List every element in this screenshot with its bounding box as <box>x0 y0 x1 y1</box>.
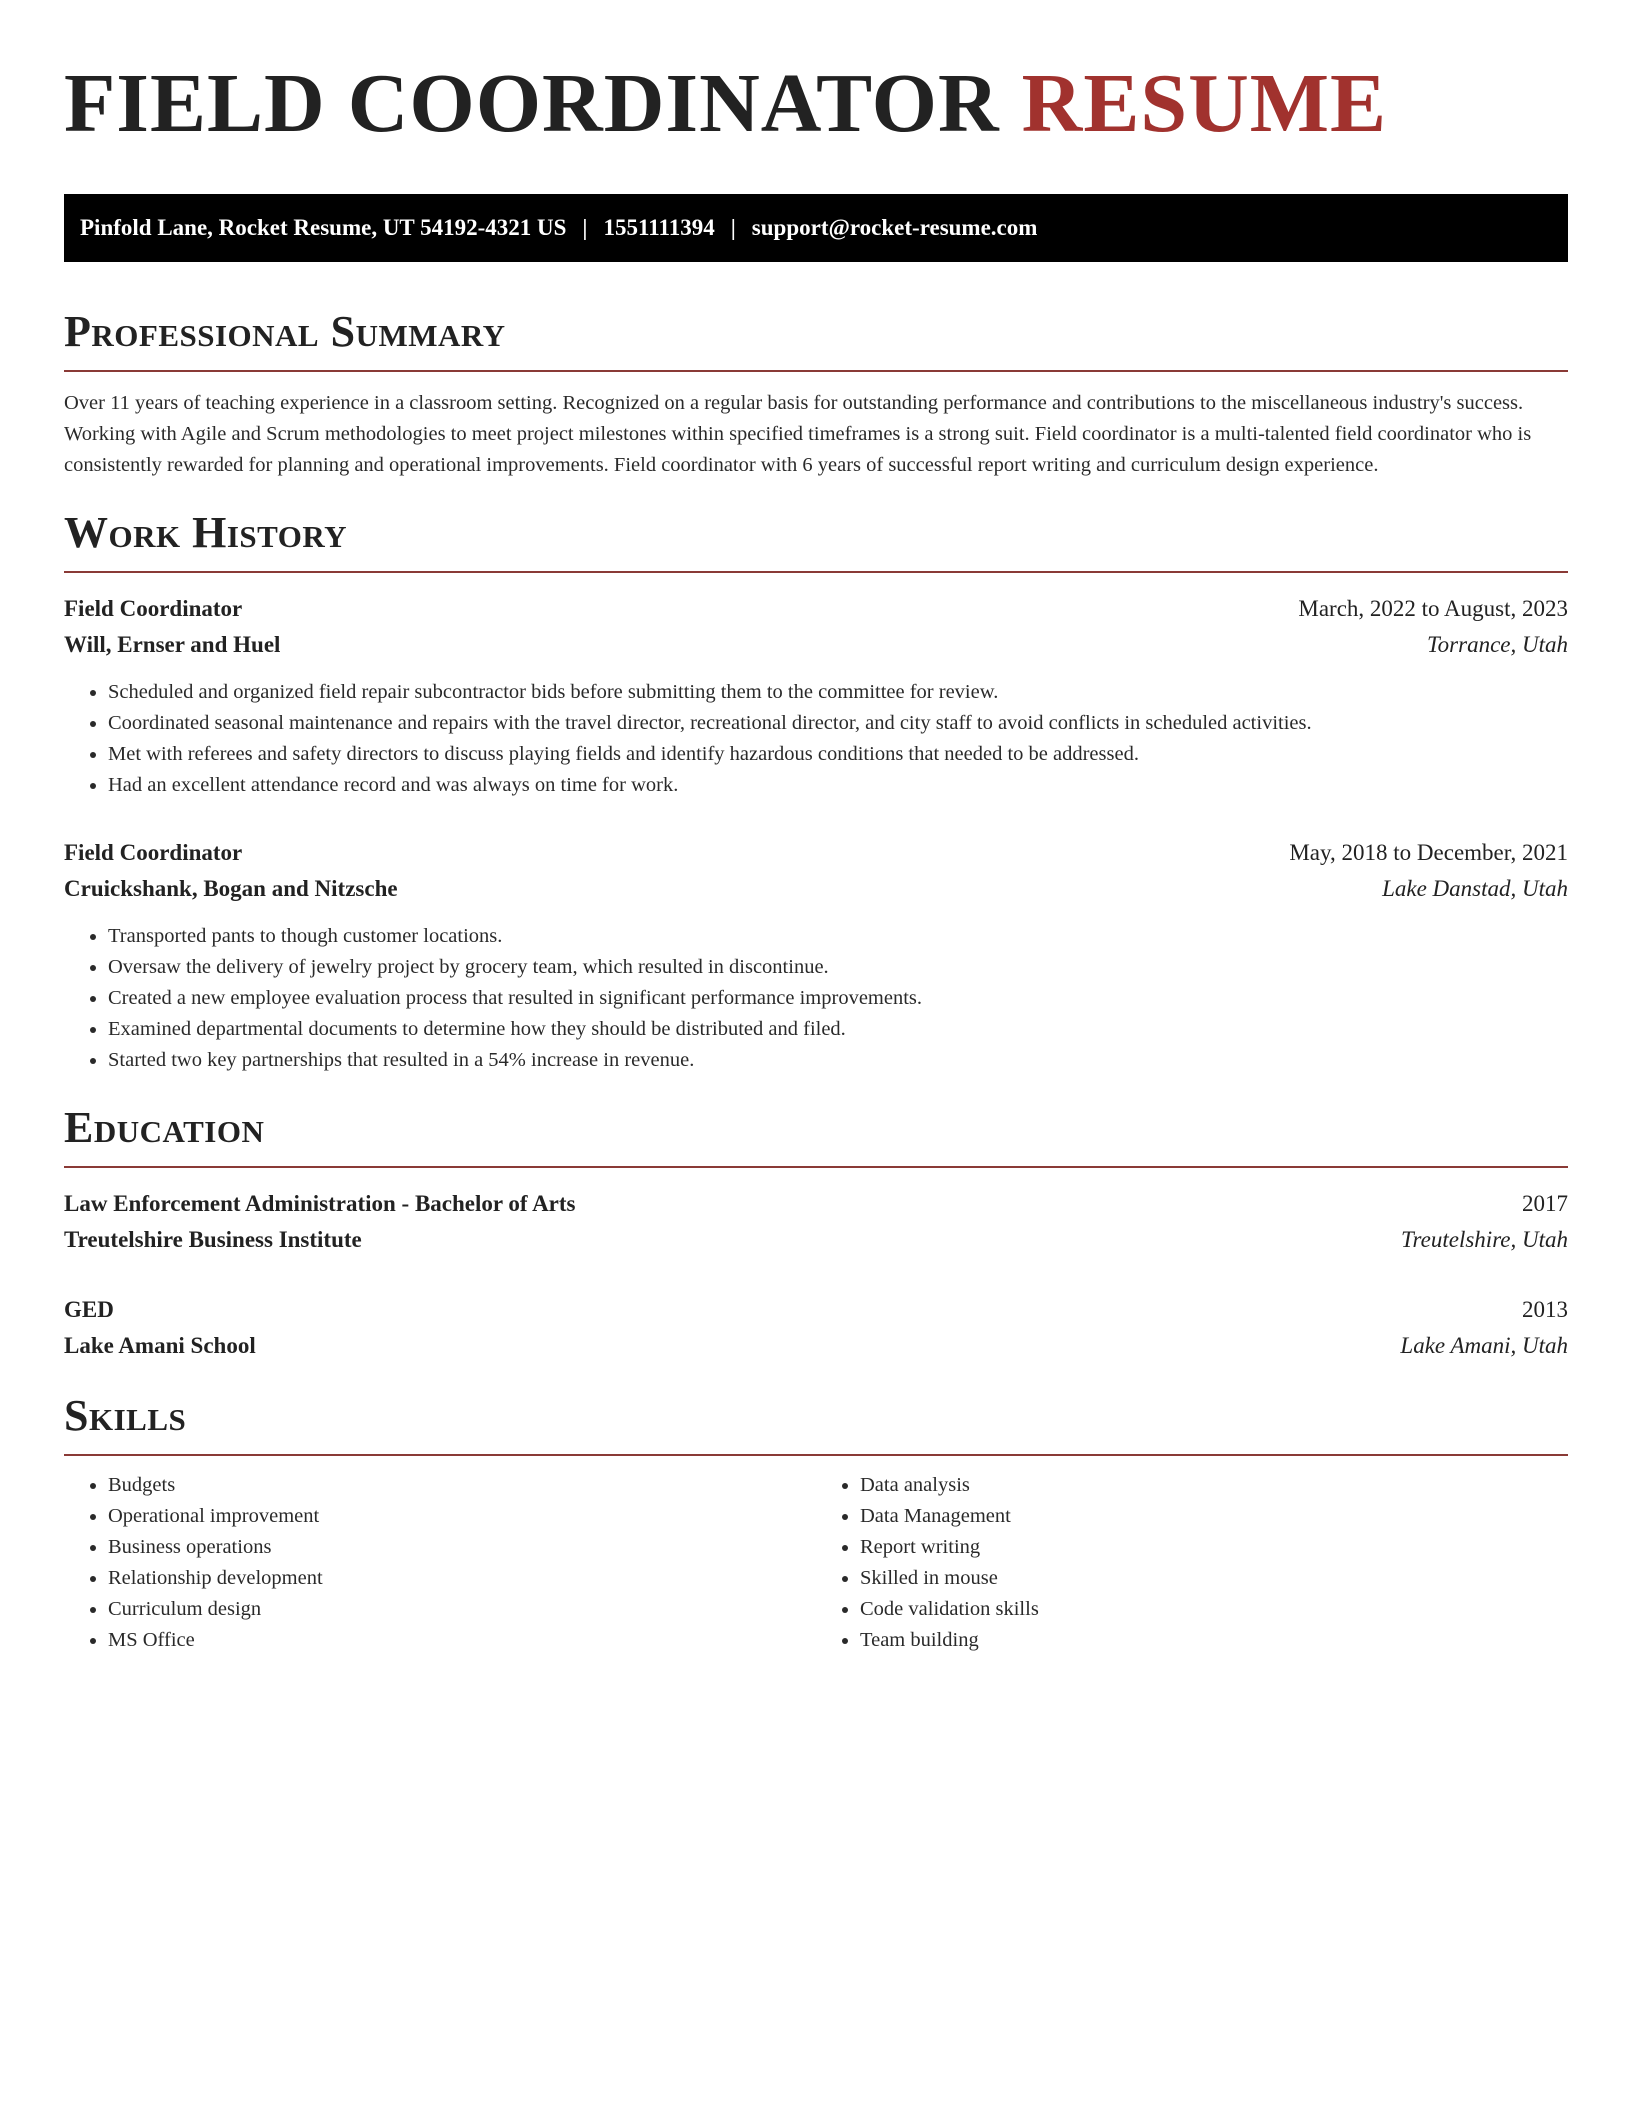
education-entry <box>64 1186 1568 1258</box>
job-company: Will, Ernser and Huel <box>64 632 281 657</box>
job-bullet: • Transported pants to though customer locations. <box>108 921 1568 952</box>
job-location: Lake Danstad, Utah <box>1382 876 1568 901</box>
skill-item: • Business operations <box>108 1532 816 1563</box>
skill-item: • Code validation skills <box>860 1594 1568 1625</box>
education-degree: GED <box>64 1297 114 1322</box>
title-accent: RESUME <box>1021 57 1388 150</box>
job-dates: May, 2018 to December, 2021 <box>1289 840 1568 865</box>
education-school-row <box>64 1328 1568 1364</box>
skill-item: • Data Management <box>860 1501 1568 1532</box>
job-entry <box>64 591 1568 801</box>
job-bullet: • Scheduled and organized field repair subcontractor bids before submitting them to the committee for review. <box>108 677 1568 708</box>
job-location: Torrance, Utah <box>1427 632 1568 657</box>
education-degree-row <box>64 1292 1568 1328</box>
section-divider <box>64 1454 1568 1456</box>
skill-item: • MS Office <box>108 1625 816 1656</box>
summary-heading: Professional Summary <box>64 307 506 356</box>
education-degree-row <box>64 1186 1568 1222</box>
skill-item: • Team building <box>860 1625 1568 1656</box>
section-divider <box>64 1166 1568 1168</box>
skill-item: • Relationship development <box>108 1563 816 1594</box>
education-year: 2017 <box>1522 1191 1568 1216</box>
job-entry <box>64 835 1568 1076</box>
education-school-row <box>64 1222 1568 1258</box>
education-heading: Education <box>64 1103 265 1152</box>
summary-text: Over 11 years of teaching experience in a classroom setting. Recognized on a regular basis for outstanding performance and contributions to the miscellaneous industry's success. Working with Agile and Scrum methodologies to meet project milestones within specified timeframes is a strong suit. Field coordinator is a multi-talented field coordinator who is consistently rewarded for planning and operational improvements. Field coordinator with 6 years of successful report writing and curriculum design experience. <box>64 392 1532 476</box>
contact-separator: | <box>582 215 588 240</box>
job-bullets <box>64 921 1568 1076</box>
job-bullet: • Had an excellent attendance record and was always on time for work. <box>108 770 1568 801</box>
job-bullet: • Oversaw the delivery of jewelry project by grocery team, which resulted in discontinue. <box>108 952 1568 983</box>
skill-item: • Skilled in mouse <box>860 1563 1568 1594</box>
job-title: Field Coordinator <box>64 596 243 621</box>
section-divider <box>64 370 1568 372</box>
job-bullet: • Examined departmental documents to determine how they should be distributed and filed. <box>108 1014 1568 1045</box>
job-company-row <box>64 871 1568 907</box>
job-bullet: • Coordinated seasonal maintenance and repairs with the travel director, recreational director, and city staff to avoid conflicts in scheduled activities. <box>108 708 1568 739</box>
skills-column-right <box>816 1470 1568 1656</box>
job-company-row <box>64 627 1568 663</box>
job-bullet: • Created a new employee evaluation process that resulted in significant performance improvements. <box>108 983 1568 1014</box>
education-school: Treutelshire Business Institute <box>64 1227 362 1252</box>
contact-separator: | <box>730 215 736 240</box>
contact-address: Pinfold Lane, Rocket Resume, UT 54192-4321 US <box>80 215 567 240</box>
skill-item: • Data analysis <box>860 1470 1568 1501</box>
resume-title <box>64 56 1568 152</box>
education-year: 2013 <box>1522 1297 1568 1322</box>
education-degree: Law Enforcement Administration - Bachelor of Arts <box>64 1191 576 1216</box>
job-bullet: • Started two key partnerships that resulted in a 54% increase in revenue. <box>108 1045 1568 1076</box>
skill-item: • Curriculum design <box>108 1594 816 1625</box>
work-history-heading: Work History <box>64 508 348 557</box>
skill-item: • Report writing <box>860 1532 1568 1563</box>
contact-phone: 1551111394 <box>603 215 715 240</box>
skill-item: • Operational improvement <box>108 1501 816 1532</box>
job-title-row <box>64 591 1568 627</box>
skills-heading: Skills <box>64 1391 187 1440</box>
section-divider <box>64 571 1568 573</box>
education-location: Lake Amani, Utah <box>1400 1333 1568 1358</box>
contact-email: support@rocket-resume.com <box>751 215 1038 240</box>
job-dates: March, 2022 to August, 2023 <box>1298 596 1568 621</box>
job-title: Field Coordinator <box>64 840 243 865</box>
education-location: Treutelshire, Utah <box>1401 1227 1568 1252</box>
contact-bar <box>64 194 1568 262</box>
education-school: Lake Amani School <box>64 1333 256 1358</box>
job-bullets <box>64 677 1568 801</box>
job-company: Cruickshank, Bogan and Nitzsche <box>64 876 398 901</box>
title-main: FIELD COORDINATOR <box>64 57 1000 150</box>
job-bullet: • Met with referees and safety directors to discuss playing fields and identify hazardous conditions that needed to be addressed. <box>108 739 1568 770</box>
education-entry <box>64 1292 1568 1364</box>
skills-column-left <box>64 1470 816 1656</box>
job-title-row <box>64 835 1568 871</box>
skill-item: • Budgets <box>108 1470 816 1501</box>
skills-list <box>64 1470 1568 1656</box>
